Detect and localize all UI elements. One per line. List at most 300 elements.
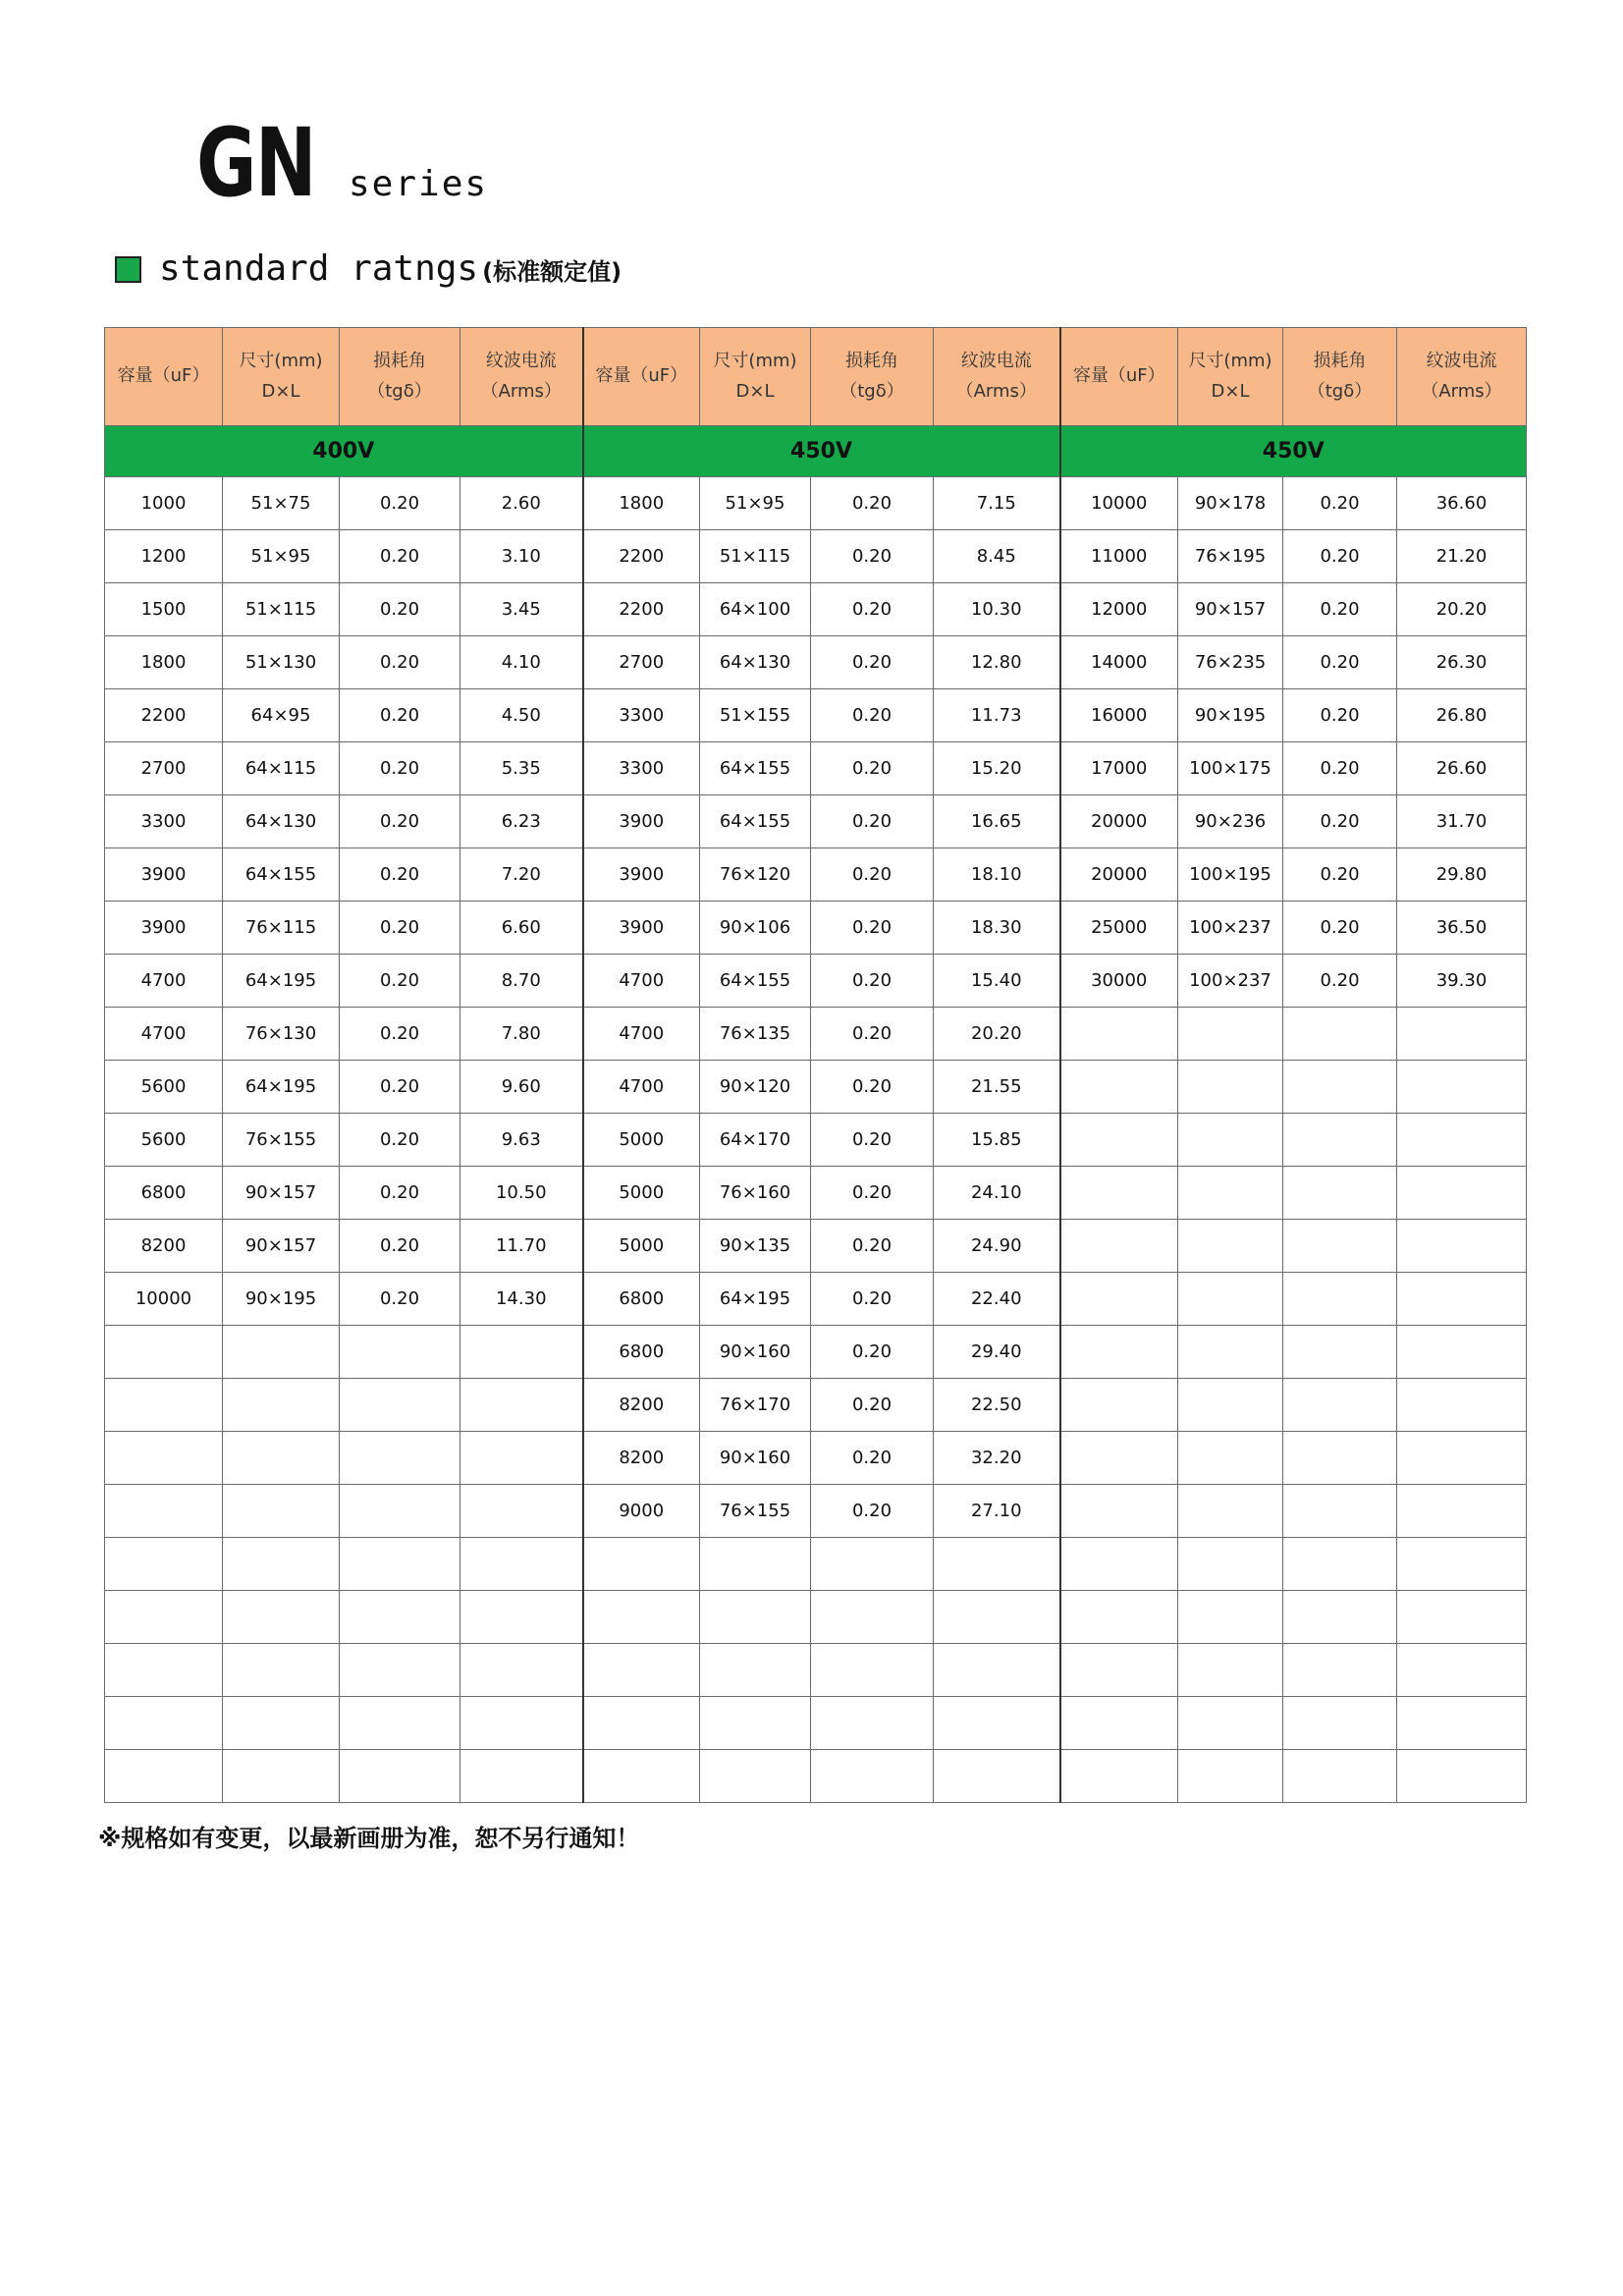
- loss-cell: 0.20: [811, 1326, 934, 1379]
- table-row: [105, 955, 1527, 1008]
- loss-cell: [340, 1432, 460, 1485]
- col-header-size-line2: D×L: [735, 380, 775, 402]
- loss-cell: 0.20: [1283, 742, 1397, 795]
- size-cell: [1178, 1379, 1283, 1432]
- capacity-cell: [1060, 1432, 1178, 1485]
- table-row: [105, 1538, 1527, 1591]
- capacity-cell: 5600: [105, 1114, 223, 1167]
- loss-cell: 0.20: [340, 1114, 460, 1167]
- loss-cell: 0.20: [340, 848, 460, 902]
- capacity-cell: 5000: [583, 1167, 700, 1220]
- loss-cell: 0.20: [340, 1061, 460, 1114]
- size-cell: [1178, 1697, 1283, 1750]
- capacity-cell: [1060, 1591, 1178, 1644]
- size-cell: 51×95: [700, 477, 811, 530]
- capacity-cell: [583, 1538, 700, 1591]
- ripple-cell: 15.85: [934, 1114, 1060, 1167]
- size-cell: 76×130: [223, 1008, 340, 1061]
- loss-cell: 0.20: [340, 955, 460, 1008]
- ripple-cell: 6.60: [460, 902, 583, 955]
- loss-cell: [1283, 1591, 1397, 1644]
- loss-cell: [1283, 1644, 1397, 1697]
- ripple-cell: 18.30: [934, 902, 1060, 955]
- size-cell: [223, 1591, 340, 1644]
- capacity-cell: 3300: [583, 742, 700, 795]
- loss-cell: 0.20: [811, 902, 934, 955]
- col-header-ripple: [460, 328, 583, 426]
- capacity-cell: 20000: [1060, 795, 1178, 848]
- ripple-cell: [460, 1750, 583, 1803]
- col-header-loss-line1: 损耗角: [373, 350, 426, 371]
- ripple-cell: [934, 1538, 1060, 1591]
- capacity-cell: 2200: [583, 583, 700, 636]
- ripple-cell: 29.40: [934, 1326, 1060, 1379]
- capacity-cell: 3900: [105, 902, 223, 955]
- size-cell: [223, 1644, 340, 1697]
- size-cell: 90×195: [1178, 689, 1283, 742]
- ripple-cell: 39.30: [1397, 955, 1527, 1008]
- col-header-size: [223, 328, 340, 426]
- capacity-cell: [105, 1591, 223, 1644]
- loss-cell: 0.20: [340, 583, 460, 636]
- ripple-cell: [460, 1697, 583, 1750]
- ripple-cell: 3.45: [460, 583, 583, 636]
- size-cell: 64×155: [700, 742, 811, 795]
- capacity-cell: 16000: [1060, 689, 1178, 742]
- loss-cell: 0.20: [340, 477, 460, 530]
- series-word: series: [349, 164, 489, 204]
- size-cell: [223, 1485, 340, 1538]
- ripple-cell: 8.45: [934, 530, 1060, 583]
- size-cell: 90×236: [1178, 795, 1283, 848]
- capacity-cell: [105, 1697, 223, 1750]
- col-header-loss-line1: 损耗角: [1313, 350, 1367, 371]
- capacity-cell: [1060, 1485, 1178, 1538]
- ripple-cell: 22.50: [934, 1379, 1060, 1432]
- ripple-cell: 14.30: [460, 1273, 583, 1326]
- size-cell: 76×135: [700, 1008, 811, 1061]
- section-title-cn: (标准额定值): [482, 257, 622, 286]
- loss-cell: 0.20: [811, 1008, 934, 1061]
- table-row: [105, 848, 1527, 902]
- ripple-cell: 36.60: [1397, 477, 1527, 530]
- capacity-cell: [105, 1750, 223, 1803]
- loss-cell: 0.20: [811, 636, 934, 689]
- ripple-cell: [934, 1644, 1060, 1697]
- capacity-cell: [105, 1644, 223, 1697]
- loss-cell: 0.20: [340, 902, 460, 955]
- capacity-cell: [1060, 1273, 1178, 1326]
- capacity-cell: 1200: [105, 530, 223, 583]
- ripple-cell: 18.10: [934, 848, 1060, 902]
- table-row: [105, 1167, 1527, 1220]
- table-row: [105, 1326, 1527, 1379]
- table-row: [105, 1591, 1527, 1644]
- ripple-cell: [1397, 1591, 1527, 1644]
- ripple-cell: [1397, 1379, 1527, 1432]
- ripple-cell: 3.10: [460, 530, 583, 583]
- col-header-capacity-line1: 容量（uF）: [117, 365, 210, 387]
- loss-cell: 0.20: [811, 1485, 934, 1538]
- capacity-cell: [1060, 1114, 1178, 1167]
- loss-cell: [811, 1591, 934, 1644]
- size-cell: 90×120: [700, 1061, 811, 1114]
- ripple-cell: 24.10: [934, 1167, 1060, 1220]
- capacity-cell: 9000: [583, 1485, 700, 1538]
- col-header-capacity-line1: 容量（uF）: [1072, 365, 1165, 387]
- size-cell: [1178, 1326, 1283, 1379]
- loss-cell: [340, 1644, 460, 1697]
- size-cell: [1178, 1538, 1283, 1591]
- table-row: [105, 1061, 1527, 1114]
- ripple-cell: 16.65: [934, 795, 1060, 848]
- col-header-ripple-line2: （Arms）: [1421, 380, 1502, 402]
- ripple-cell: [460, 1644, 583, 1697]
- loss-cell: 0.20: [340, 795, 460, 848]
- loss-cell: 0.20: [811, 742, 934, 795]
- capacity-cell: [105, 1485, 223, 1538]
- size-cell: 64×130: [223, 795, 340, 848]
- size-cell: [1178, 1644, 1283, 1697]
- col-header-size-line1: 尺寸(mm): [713, 350, 797, 371]
- loss-cell: 0.20: [340, 1273, 460, 1326]
- size-cell: [1178, 1220, 1283, 1273]
- col-header-ripple-line1: 纹波电流: [960, 350, 1032, 371]
- size-cell: 64×195: [223, 1061, 340, 1114]
- table-row: [105, 530, 1527, 583]
- loss-cell: 0.20: [811, 1273, 934, 1326]
- size-cell: 76×120: [700, 848, 811, 902]
- ripple-cell: [934, 1591, 1060, 1644]
- loss-cell: [1283, 1379, 1397, 1432]
- size-cell: [700, 1538, 811, 1591]
- size-cell: 100×195: [1178, 848, 1283, 902]
- loss-cell: [1283, 1485, 1397, 1538]
- loss-cell: [811, 1644, 934, 1697]
- ripple-cell: 15.40: [934, 955, 1060, 1008]
- section-title: standard ratngs: [159, 248, 479, 289]
- size-cell: 64×195: [223, 955, 340, 1008]
- size-cell: [223, 1432, 340, 1485]
- capacity-cell: [105, 1326, 223, 1379]
- size-cell: 64×130: [700, 636, 811, 689]
- footer-note: ※规格如有变更，以最新画册为准，恕不另行通知！: [98, 1825, 640, 1852]
- ripple-cell: 11.73: [934, 689, 1060, 742]
- ripple-cell: [460, 1326, 583, 1379]
- ripple-cell: 22.40: [934, 1273, 1060, 1326]
- capacity-cell: 6800: [105, 1167, 223, 1220]
- size-cell: 100×237: [1178, 955, 1283, 1008]
- capacity-cell: 14000: [1060, 636, 1178, 689]
- col-header-size-line1: 尺寸(mm): [239, 350, 323, 371]
- size-cell: [1178, 1485, 1283, 1538]
- ripple-cell: [1397, 1008, 1527, 1061]
- size-cell: 90×178: [1178, 477, 1283, 530]
- size-cell: [700, 1697, 811, 1750]
- capacity-cell: [1060, 1008, 1178, 1061]
- loss-cell: [340, 1750, 460, 1803]
- capacity-cell: 5000: [583, 1114, 700, 1167]
- loss-cell: 0.20: [1283, 902, 1397, 955]
- table-row: [105, 1273, 1527, 1326]
- capacity-cell: 8200: [105, 1220, 223, 1273]
- loss-cell: [1283, 1697, 1397, 1750]
- loss-cell: 0.20: [340, 1220, 460, 1273]
- size-cell: [223, 1326, 340, 1379]
- loss-cell: [1283, 1167, 1397, 1220]
- capacity-cell: [1060, 1379, 1178, 1432]
- header-row: [105, 328, 1527, 426]
- size-cell: 76×160: [700, 1167, 811, 1220]
- ripple-cell: 7.80: [460, 1008, 583, 1061]
- loss-cell: 0.20: [811, 848, 934, 902]
- size-cell: 64×115: [223, 742, 340, 795]
- ripple-cell: 21.55: [934, 1061, 1060, 1114]
- loss-cell: 0.20: [1283, 795, 1397, 848]
- capacity-cell: 5000: [583, 1220, 700, 1273]
- table-row: [105, 636, 1527, 689]
- ripple-cell: 29.80: [1397, 848, 1527, 902]
- size-cell: 64×95: [223, 689, 340, 742]
- capacity-cell: [1060, 1538, 1178, 1591]
- ripple-cell: 10.30: [934, 583, 1060, 636]
- ripple-cell: 21.20: [1397, 530, 1527, 583]
- capacity-cell: [583, 1644, 700, 1697]
- ripple-cell: [1397, 1326, 1527, 1379]
- ripple-cell: [934, 1750, 1060, 1803]
- capacity-cell: 2200: [583, 530, 700, 583]
- loss-cell: [340, 1379, 460, 1432]
- loss-cell: 0.20: [811, 795, 934, 848]
- col-header-ripple: [1397, 328, 1527, 426]
- col-header-loss: [811, 328, 934, 426]
- capacity-cell: 3900: [583, 848, 700, 902]
- ripple-cell: 26.80: [1397, 689, 1527, 742]
- loss-cell: 0.20: [811, 689, 934, 742]
- ripple-cell: [1397, 1644, 1527, 1697]
- capacity-cell: 17000: [1060, 742, 1178, 795]
- loss-cell: 0.20: [340, 636, 460, 689]
- table-row: [105, 477, 1527, 530]
- loss-cell: 0.20: [811, 1167, 934, 1220]
- size-cell: 51×95: [223, 530, 340, 583]
- loss-cell: [1283, 1432, 1397, 1485]
- table-row: [105, 795, 1527, 848]
- ripple-cell: [1397, 1061, 1527, 1114]
- ripple-cell: 7.20: [460, 848, 583, 902]
- capacity-cell: 25000: [1060, 902, 1178, 955]
- capacity-cell: [583, 1697, 700, 1750]
- size-cell: 51×155: [700, 689, 811, 742]
- col-header-ripple-line2: （Arms）: [955, 380, 1037, 402]
- table-row: [105, 1697, 1527, 1750]
- ripple-cell: [1397, 1273, 1527, 1326]
- capacity-cell: [1060, 1697, 1178, 1750]
- capacity-cell: 3300: [583, 689, 700, 742]
- capacity-cell: 10000: [105, 1273, 223, 1326]
- col-header-ripple-line1: 纹波电流: [1426, 350, 1497, 371]
- table-row: [105, 1220, 1527, 1273]
- capacity-cell: [1060, 1061, 1178, 1114]
- size-cell: 90×157: [223, 1167, 340, 1220]
- size-cell: [223, 1538, 340, 1591]
- ripple-cell: 26.60: [1397, 742, 1527, 795]
- loss-cell: 0.20: [811, 1220, 934, 1273]
- size-cell: 76×155: [700, 1485, 811, 1538]
- loss-cell: [811, 1697, 934, 1750]
- ripple-cell: [460, 1485, 583, 1538]
- loss-cell: 0.20: [1283, 689, 1397, 742]
- loss-cell: [1283, 1114, 1397, 1167]
- size-cell: [700, 1591, 811, 1644]
- capacity-cell: 11000: [1060, 530, 1178, 583]
- size-cell: 90×160: [700, 1432, 811, 1485]
- ripple-cell: 24.90: [934, 1220, 1060, 1273]
- ripple-cell: 2.60: [460, 477, 583, 530]
- size-cell: [223, 1697, 340, 1750]
- ratings-table: [104, 327, 1527, 1803]
- series-code: GN: [196, 108, 316, 218]
- size-cell: 64×155: [223, 848, 340, 902]
- col-header-size: [1178, 328, 1283, 426]
- size-cell: [223, 1379, 340, 1432]
- ripple-cell: 27.10: [934, 1485, 1060, 1538]
- size-cell: [1178, 1167, 1283, 1220]
- loss-cell: 0.20: [811, 583, 934, 636]
- size-cell: [1178, 1432, 1283, 1485]
- loss-cell: 0.20: [1283, 636, 1397, 689]
- capacity-cell: 2700: [583, 636, 700, 689]
- loss-cell: [340, 1697, 460, 1750]
- ripple-cell: 4.50: [460, 689, 583, 742]
- size-cell: [1178, 1591, 1283, 1644]
- voltage-row: [105, 426, 1527, 477]
- ripple-cell: 20.20: [934, 1008, 1060, 1061]
- ripple-cell: [1397, 1697, 1527, 1750]
- capacity-cell: 4700: [105, 955, 223, 1008]
- size-cell: [1178, 1114, 1283, 1167]
- ripple-cell: 20.20: [1397, 583, 1527, 636]
- loss-cell: [1283, 1273, 1397, 1326]
- capacity-cell: [1060, 1750, 1178, 1803]
- size-cell: 64×155: [700, 795, 811, 848]
- capacity-cell: 4700: [105, 1008, 223, 1061]
- ripple-cell: 10.50: [460, 1167, 583, 1220]
- size-cell: 90×195: [223, 1273, 340, 1326]
- loss-cell: 0.20: [1283, 530, 1397, 583]
- size-cell: 90×135: [700, 1220, 811, 1273]
- loss-cell: 0.20: [340, 689, 460, 742]
- ripple-cell: [934, 1697, 1060, 1750]
- col-header-capacity: [583, 328, 700, 426]
- size-cell: 90×106: [700, 902, 811, 955]
- size-cell: [700, 1644, 811, 1697]
- loss-cell: 0.20: [340, 530, 460, 583]
- capacity-cell: 6800: [583, 1326, 700, 1379]
- size-cell: 76×235: [1178, 636, 1283, 689]
- ripple-cell: [1397, 1432, 1527, 1485]
- col-header-ripple-line1: 纹波电流: [485, 350, 557, 371]
- col-header-size-line2: D×L: [1211, 380, 1250, 402]
- voltage-label: 400V: [105, 426, 583, 477]
- ripple-cell: 11.70: [460, 1220, 583, 1273]
- col-header-loss-line2: （tgδ）: [367, 380, 432, 402]
- col-header-loss-line2: （tgδ）: [1307, 380, 1373, 402]
- capacity-cell: 6800: [583, 1273, 700, 1326]
- loss-cell: [1283, 1061, 1397, 1114]
- ripple-cell: 4.10: [460, 636, 583, 689]
- loss-cell: [340, 1326, 460, 1379]
- table-row: [105, 902, 1527, 955]
- ripple-cell: [1397, 1220, 1527, 1273]
- size-cell: 51×75: [223, 477, 340, 530]
- size-cell: [1178, 1008, 1283, 1061]
- table-row: [105, 1379, 1527, 1432]
- capacity-cell: [583, 1750, 700, 1803]
- loss-cell: [340, 1485, 460, 1538]
- loss-cell: 0.20: [811, 1432, 934, 1485]
- table-row: [105, 1750, 1527, 1803]
- loss-cell: 0.20: [811, 955, 934, 1008]
- voltage-label: 450V: [1060, 426, 1527, 477]
- table-row: [105, 1008, 1527, 1061]
- ripple-cell: 26.30: [1397, 636, 1527, 689]
- loss-cell: 0.20: [811, 1114, 934, 1167]
- ripple-cell: [1397, 1114, 1527, 1167]
- loss-cell: [1283, 1326, 1397, 1379]
- col-header-loss-line1: 损耗角: [845, 350, 898, 371]
- col-header-loss: [1283, 328, 1397, 426]
- size-cell: 76×170: [700, 1379, 811, 1432]
- loss-cell: 0.20: [340, 1167, 460, 1220]
- table-row: [105, 1114, 1527, 1167]
- voltage-label: 450V: [583, 426, 1060, 477]
- capacity-cell: 4700: [583, 1008, 700, 1061]
- loss-cell: 0.20: [340, 1008, 460, 1061]
- table-row: [105, 689, 1527, 742]
- ripple-cell: [1397, 1485, 1527, 1538]
- ripple-cell: 9.60: [460, 1061, 583, 1114]
- capacity-cell: 10000: [1060, 477, 1178, 530]
- capacity-cell: 8200: [583, 1432, 700, 1485]
- loss-cell: 0.20: [811, 1379, 934, 1432]
- col-header-size-line2: D×L: [261, 380, 300, 402]
- size-cell: [700, 1750, 811, 1803]
- capacity-cell: 30000: [1060, 955, 1178, 1008]
- ripple-cell: 8.70: [460, 955, 583, 1008]
- size-cell: 76×115: [223, 902, 340, 955]
- col-header-capacity-line1: 容量（uF）: [595, 365, 688, 387]
- ripple-cell: 31.70: [1397, 795, 1527, 848]
- loss-cell: 0.20: [1283, 848, 1397, 902]
- size-cell: [1178, 1750, 1283, 1803]
- size-cell: 64×100: [700, 583, 811, 636]
- loss-cell: 0.20: [811, 1061, 934, 1114]
- loss-cell: [811, 1538, 934, 1591]
- ripple-cell: [460, 1432, 583, 1485]
- capacity-cell: 1800: [583, 477, 700, 530]
- loss-cell: [811, 1750, 934, 1803]
- size-cell: 90×157: [223, 1220, 340, 1273]
- capacity-cell: [1060, 1326, 1178, 1379]
- loss-cell: [1283, 1538, 1397, 1591]
- capacity-cell: 5600: [105, 1061, 223, 1114]
- size-cell: 64×195: [700, 1273, 811, 1326]
- capacity-cell: 2200: [105, 689, 223, 742]
- loss-cell: [340, 1591, 460, 1644]
- size-cell: [1178, 1273, 1283, 1326]
- size-cell: 90×160: [700, 1326, 811, 1379]
